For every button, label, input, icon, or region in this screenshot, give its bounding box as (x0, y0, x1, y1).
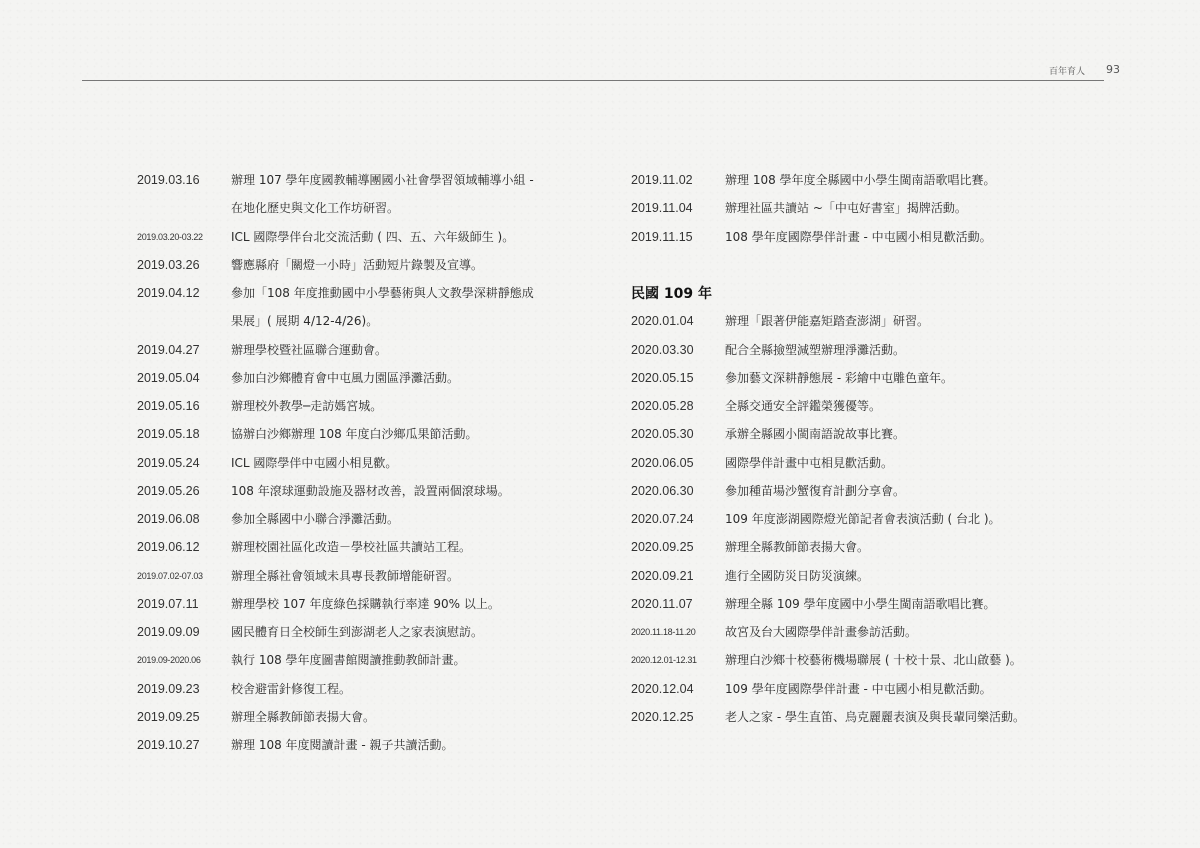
entry-date: 2019.11.15 (631, 229, 693, 244)
entry-text: 參加藝文深耕靜態展 - 彩繪中屯雕色童年。 (725, 370, 953, 385)
timeline-entry (137, 223, 607, 251)
entry-date: 2019.09-2020.06 (137, 655, 201, 666)
timeline-entry (631, 533, 1101, 561)
timeline-entry (137, 449, 607, 477)
entry-date: 2020.01.04 (631, 314, 694, 329)
entry-text: 老人之家 - 學生直笛、烏克麗麗表演及與長輩同樂活動。 (725, 709, 1025, 724)
entry-date: 2019.06.08 (137, 512, 200, 526)
section-heading-text: 民國 109 年 (631, 286, 712, 302)
timeline-column-right (631, 166, 1101, 731)
entry-text: 參加全縣國中小聯合淨灘活動。 (231, 512, 400, 526)
entry-text: 辦理校外教學─走訪媽宮城。 (231, 399, 383, 413)
timeline-entry (137, 477, 607, 505)
entry-text: 執行 108 學年度圖書館閱讀推動教師計畫。 (231, 653, 466, 668)
entry-date: 2019.03.20-03.22 (137, 231, 203, 242)
entry-text: 辦理 108 學年度全縣國中小學生閩南語歌唱比賽。 (725, 173, 996, 187)
entry-text: 進行全國防災日防災演練。 (725, 568, 870, 583)
entry-date: 2020.11.18-11.20 (631, 627, 696, 637)
entry-text: 辦理「跟著伊能嘉矩踏查澎湖」研習。 (725, 314, 930, 329)
entry-date: 2019.07.11 (137, 596, 199, 611)
entry-date: 2019.09.25 (137, 709, 200, 724)
entry-date: 2020.05.15 (631, 370, 694, 385)
timeline-entry (631, 194, 1101, 222)
timeline-entry (631, 166, 1101, 194)
entry-date: 2020.11.07 (631, 596, 693, 611)
timeline-entry (631, 223, 1101, 251)
header-rule (82, 80, 1104, 81)
entry-date: 2019.05.18 (137, 427, 200, 442)
entry-date: 2019.05.24 (137, 455, 200, 470)
page-number: 93 (1106, 63, 1120, 76)
timeline-entry (631, 364, 1101, 392)
entry-text: 果展」( 展期 4/12-4/26)。 (231, 314, 379, 329)
entry-date: 2019.11.02 (631, 173, 693, 187)
entry-text: 參加白沙鄉體育會中屯風力園區淨灘活動。 (231, 370, 460, 385)
entry-text: 承辦全縣國小閩南語說故事比賽。 (725, 427, 906, 442)
entry-text: 108 年滾球運動設施及器材改善，設置兩個滾球場。 (231, 483, 510, 498)
entry-date: 2020.12.04 (631, 681, 694, 696)
entry-date: 2019.09.23 (137, 681, 200, 696)
spacer (631, 251, 1101, 279)
entry-text: 辦理學校 107 年度綠色採購執行率達 90% 以上。 (231, 596, 500, 611)
timeline-entry (631, 505, 1101, 533)
timeline-entry-continuation (137, 194, 607, 222)
entry-text: 辦理社區共讀站 ~「中屯好書室」揭牌活動。 (725, 201, 967, 216)
timeline-entry (137, 731, 607, 759)
timeline-entry-continuation (137, 307, 607, 335)
entry-date: 2020.12.25 (631, 709, 694, 724)
timeline-entry (631, 590, 1101, 618)
timeline-entry (137, 618, 607, 646)
entry-text: 辦理學校暨社區聯合運動會。 (231, 342, 388, 357)
entry-text: 109 學年度國際學伴計畫 - 中屯國小相見歡活動。 (725, 681, 992, 696)
timeline-entry (631, 307, 1101, 335)
timeline-entry (137, 279, 607, 307)
entry-text: 辦理 107 學年度國教輔導團國小社會學習領域輔導小組 - (231, 173, 534, 187)
timeline-entry (137, 703, 607, 731)
timeline-entry (137, 420, 607, 448)
entry-date: 2020.03.30 (631, 342, 694, 357)
entry-date: 2019.04.12 (137, 286, 200, 300)
timeline-entry (137, 646, 607, 674)
entry-date: 2019.09.09 (137, 625, 200, 639)
entry-text: 辦理白沙鄉十校藝術機場聯展 ( 十校十景、北山啟藝 )。 (725, 653, 1022, 668)
entry-date: 2020.07.24 (631, 512, 694, 526)
timeline-column-left (137, 166, 607, 759)
entry-date: 2019.10.27 (137, 738, 200, 752)
entry-text: 108 學年度國際學伴計畫 - 中屯國小相見歡活動。 (725, 229, 992, 244)
entry-date: 2020.09.21 (631, 568, 694, 583)
entry-date: 2020.05.30 (631, 427, 694, 442)
timeline-entry (137, 364, 607, 392)
entry-text: 校舍避雷針修復工程。 (231, 681, 352, 696)
entry-text: 參加種苗場沙蟹復育計劃分享會。 (725, 483, 906, 498)
entry-text: 辦理 108 年度閱讀計畫 - 親子共讀活動。 (231, 738, 454, 752)
entry-date: 2019.03.16 (137, 173, 200, 187)
timeline-entry (631, 675, 1101, 703)
entry-text: 國際學伴計畫中屯相見歡活動。 (725, 455, 894, 470)
entry-text: 故宮及台大國際學伴計畫參訪活動。 (725, 625, 918, 639)
entry-date: 2019.04.27 (137, 342, 200, 357)
timeline-entry (137, 562, 607, 590)
entry-date: 2019.07.02-07.03 (137, 570, 203, 581)
timeline-entry (137, 675, 607, 703)
timeline-entry (631, 562, 1101, 590)
entry-text: 109 年度澎湖國際燈光節記者會表演活動 ( 台北 )。 (725, 512, 1001, 526)
entry-date: 2019.05.16 (137, 399, 200, 413)
entry-date: 2019.05.26 (137, 483, 200, 498)
entry-date: 2020.06.05 (631, 455, 694, 470)
entry-date: 2019.06.12 (137, 540, 200, 555)
entry-text: 在地化歷史與文化工作坊研習。 (231, 201, 400, 216)
entry-date: 2019.05.04 (137, 370, 200, 385)
entry-text: ICL 國際學伴台北交流活動 ( 四、五、六年級師生 )。 (231, 229, 515, 244)
entry-date: 2020.05.28 (631, 399, 694, 413)
entry-text: 辦理全縣教師節表揚大會。 (725, 540, 870, 555)
entry-text: 參加「108 年度推動國中小學藝術與人文教學深耕靜態成 (231, 286, 534, 300)
entry-text: 辦理校園社區化改造－學校社區共讀站工程。 (231, 540, 472, 555)
entry-text: 國民體育日全校師生到澎湖老人之家表演慰訪。 (231, 625, 484, 639)
entry-date: 2020.06.30 (631, 483, 694, 498)
timeline-entry (631, 703, 1101, 731)
timeline-entry (137, 336, 607, 364)
timeline-entry (137, 505, 607, 533)
timeline-entry (631, 646, 1101, 674)
entry-text: 響應縣府「關燈一小時」活動短片錄製及宣導。 (231, 257, 484, 272)
entry-text: 辦理全縣教師節表揚大會。 (231, 709, 376, 724)
timeline-entry (631, 336, 1101, 364)
timeline-entry (137, 590, 607, 618)
entry-date: 2020.12.01-12.31 (631, 655, 697, 666)
timeline-entry (631, 392, 1101, 420)
entry-date: 2020.09.25 (631, 540, 694, 555)
entry-text: 配合全縣撿塑減塑辦理淨灘活動。 (725, 342, 906, 357)
timeline-entry (631, 618, 1101, 646)
entry-date: 2019.11.04 (631, 201, 693, 216)
entry-text: 全縣交通安全評鑑榮獲優等。 (725, 399, 882, 413)
timeline-entry (137, 392, 607, 420)
timeline-entry (631, 449, 1101, 477)
entry-text: 協辦白沙鄉辦理 108 年度白沙鄉瓜果節活動。 (231, 427, 478, 442)
entry-text: ICL 國際學伴中屯國小相見歡。 (231, 455, 398, 470)
timeline-entry (631, 420, 1101, 448)
timeline-entry (137, 533, 607, 561)
entry-text: 辦理全縣社會領域未具專長教師增能研習。 (231, 568, 460, 583)
entry-date: 2019.03.26 (137, 257, 200, 272)
entry-text: 辦理全縣 109 學年度國中小學生閩南語歌唱比賽。 (725, 596, 996, 611)
running-header-title: 百年育人 (1048, 67, 1085, 77)
timeline-entry (631, 477, 1101, 505)
section-heading (631, 279, 1101, 307)
timeline-entry (137, 166, 607, 194)
timeline-entry (137, 251, 607, 279)
